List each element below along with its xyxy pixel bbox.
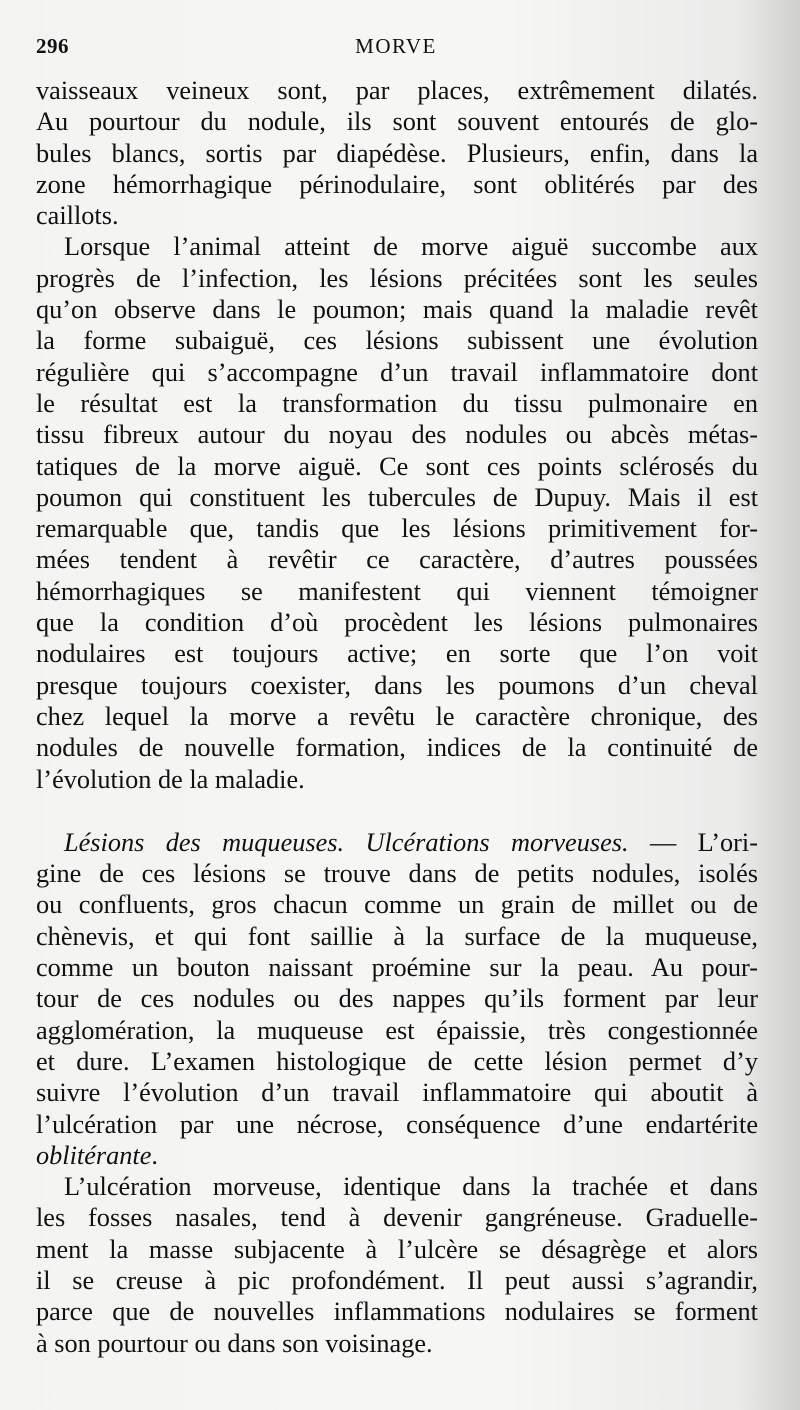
text-line: l’évolution de la maladie. bbox=[36, 764, 305, 794]
text-line: que la condition d’où procèdent les lésions pulmonaires bbox=[36, 608, 758, 638]
section-heading: Lésions des muqueuses. Ulcérations morveuses. bbox=[64, 827, 629, 857]
text-line: suivre l’évolution d’un travail inflammatoire qui aboutit à bbox=[36, 1078, 758, 1108]
text-line: caillots. bbox=[36, 201, 119, 231]
closing-punctuation: . bbox=[151, 1140, 158, 1170]
text-line bbox=[36, 827, 758, 858]
page-header bbox=[36, 34, 756, 66]
text-line: régulière qui s’accompagne d’un travail inflammatoire dont bbox=[36, 357, 758, 387]
text-line: tour de ces nodules ou des nappes qu’ils forment par leur bbox=[36, 984, 758, 1014]
paragraph-continuation bbox=[36, 75, 758, 231]
text-line: gine de ces lésions se trouve dans de petits nodules, isolés bbox=[36, 859, 758, 889]
page-number: 296 bbox=[36, 34, 69, 58]
text-line: bules blancs, sortis par diapédèse. Plusieurs, enfin, dans la bbox=[36, 138, 758, 168]
text-line: qu’on observe dans le poumon; mais quand la maladie revêt bbox=[36, 295, 758, 325]
text-line: progrès de l’infection, les lésions précitées sont les seules bbox=[36, 263, 758, 293]
text-line: chez lequel la morve a revêtu le caractère chronique, des bbox=[36, 701, 758, 731]
running-head: MORVE bbox=[355, 34, 437, 58]
text-line: les fosses nasales, tend à devenir gangréneuse. Graduelle- bbox=[36, 1203, 758, 1233]
text-line: comme un bouton naissant proémine sur la peau. Au pour- bbox=[36, 953, 758, 983]
text-line: poumon qui constituent les tubercules de Dupuy. Mais il est bbox=[36, 482, 758, 512]
heading-continuation: — L’ori- bbox=[628, 827, 758, 857]
text-line: L’ulcération morveuse, identique dans la trachée et dans bbox=[64, 1172, 758, 1202]
text-line: parce que de nouvelles inflammations nodulaires se forment bbox=[36, 1297, 758, 1327]
italic-term: oblitérante bbox=[36, 1140, 152, 1170]
text-line: vaisseaux veineux sont, par places, extrêmement dilatés. bbox=[36, 76, 758, 105]
text-line: ou confluents, gros chacun comme un grain de millet ou de bbox=[36, 890, 758, 920]
text-line: il se creuse à pic profondément. Il peut aussi s’agrandir, bbox=[36, 1265, 758, 1295]
text-line: tatiques de la morve aiguë. Ce sont ces points sclérosés du bbox=[36, 451, 758, 481]
text-line: remarquable que, tandis que les lésions primitivement for- bbox=[36, 514, 758, 544]
text-line: tissu fibreux autour du noyau des nodules ou abcès métas- bbox=[36, 420, 758, 450]
paragraph-lesions-muqueuses bbox=[36, 827, 758, 1171]
text-line: hémorrhagiques se manifestent qui viennent témoigner bbox=[36, 576, 758, 606]
text-line: chènevis, et qui font saillie à la surface de la muqueuse, bbox=[36, 921, 758, 951]
text-line: nodules de nouvelle formation, indices de la continuité de bbox=[36, 733, 758, 763]
text-line: le résultat est la transformation du tissu pulmonaire en bbox=[36, 388, 758, 418]
text-line: mées tendent à revêtir ce caractère, d’autres poussées bbox=[36, 545, 758, 575]
text-line: à son pourtour ou dans son voisinage. bbox=[36, 1328, 433, 1358]
text-line: la forme subaiguë, ces lésions subissent une évolution bbox=[36, 326, 758, 356]
text-line: Au pourtour du nodule, ils sont souvent entourés de glo- bbox=[36, 107, 758, 137]
text-line: ment la masse subjacente à l’ulcère se désagrège et alors bbox=[36, 1234, 758, 1264]
paragraph-morve-aigue bbox=[36, 231, 758, 794]
text-line: zone hémorrhagique périnodulaire, sont oblitérés par des bbox=[36, 169, 758, 199]
text-line: agglomération, la muqueuse est épaissie, très congestionnée bbox=[36, 1015, 758, 1045]
text-line: nodulaires est toujours active; en sorte que l’on voit bbox=[36, 639, 758, 669]
section-spacer bbox=[36, 795, 758, 827]
text-line: et dure. L’examen histologique de cette lésion permet d’y bbox=[36, 1046, 758, 1076]
text-line bbox=[36, 1140, 758, 1171]
text-line: Lorsque l’animal atteint de morve aiguë succombe aux bbox=[64, 232, 758, 262]
page-body bbox=[36, 75, 758, 1359]
paragraph-ulceration bbox=[36, 1171, 758, 1359]
text-line: presque toujours coexister, dans les poumons d’un cheval bbox=[36, 670, 758, 700]
text-line: l’ulcération par une nécrose, conséquence d’une endartérite bbox=[36, 1109, 758, 1139]
